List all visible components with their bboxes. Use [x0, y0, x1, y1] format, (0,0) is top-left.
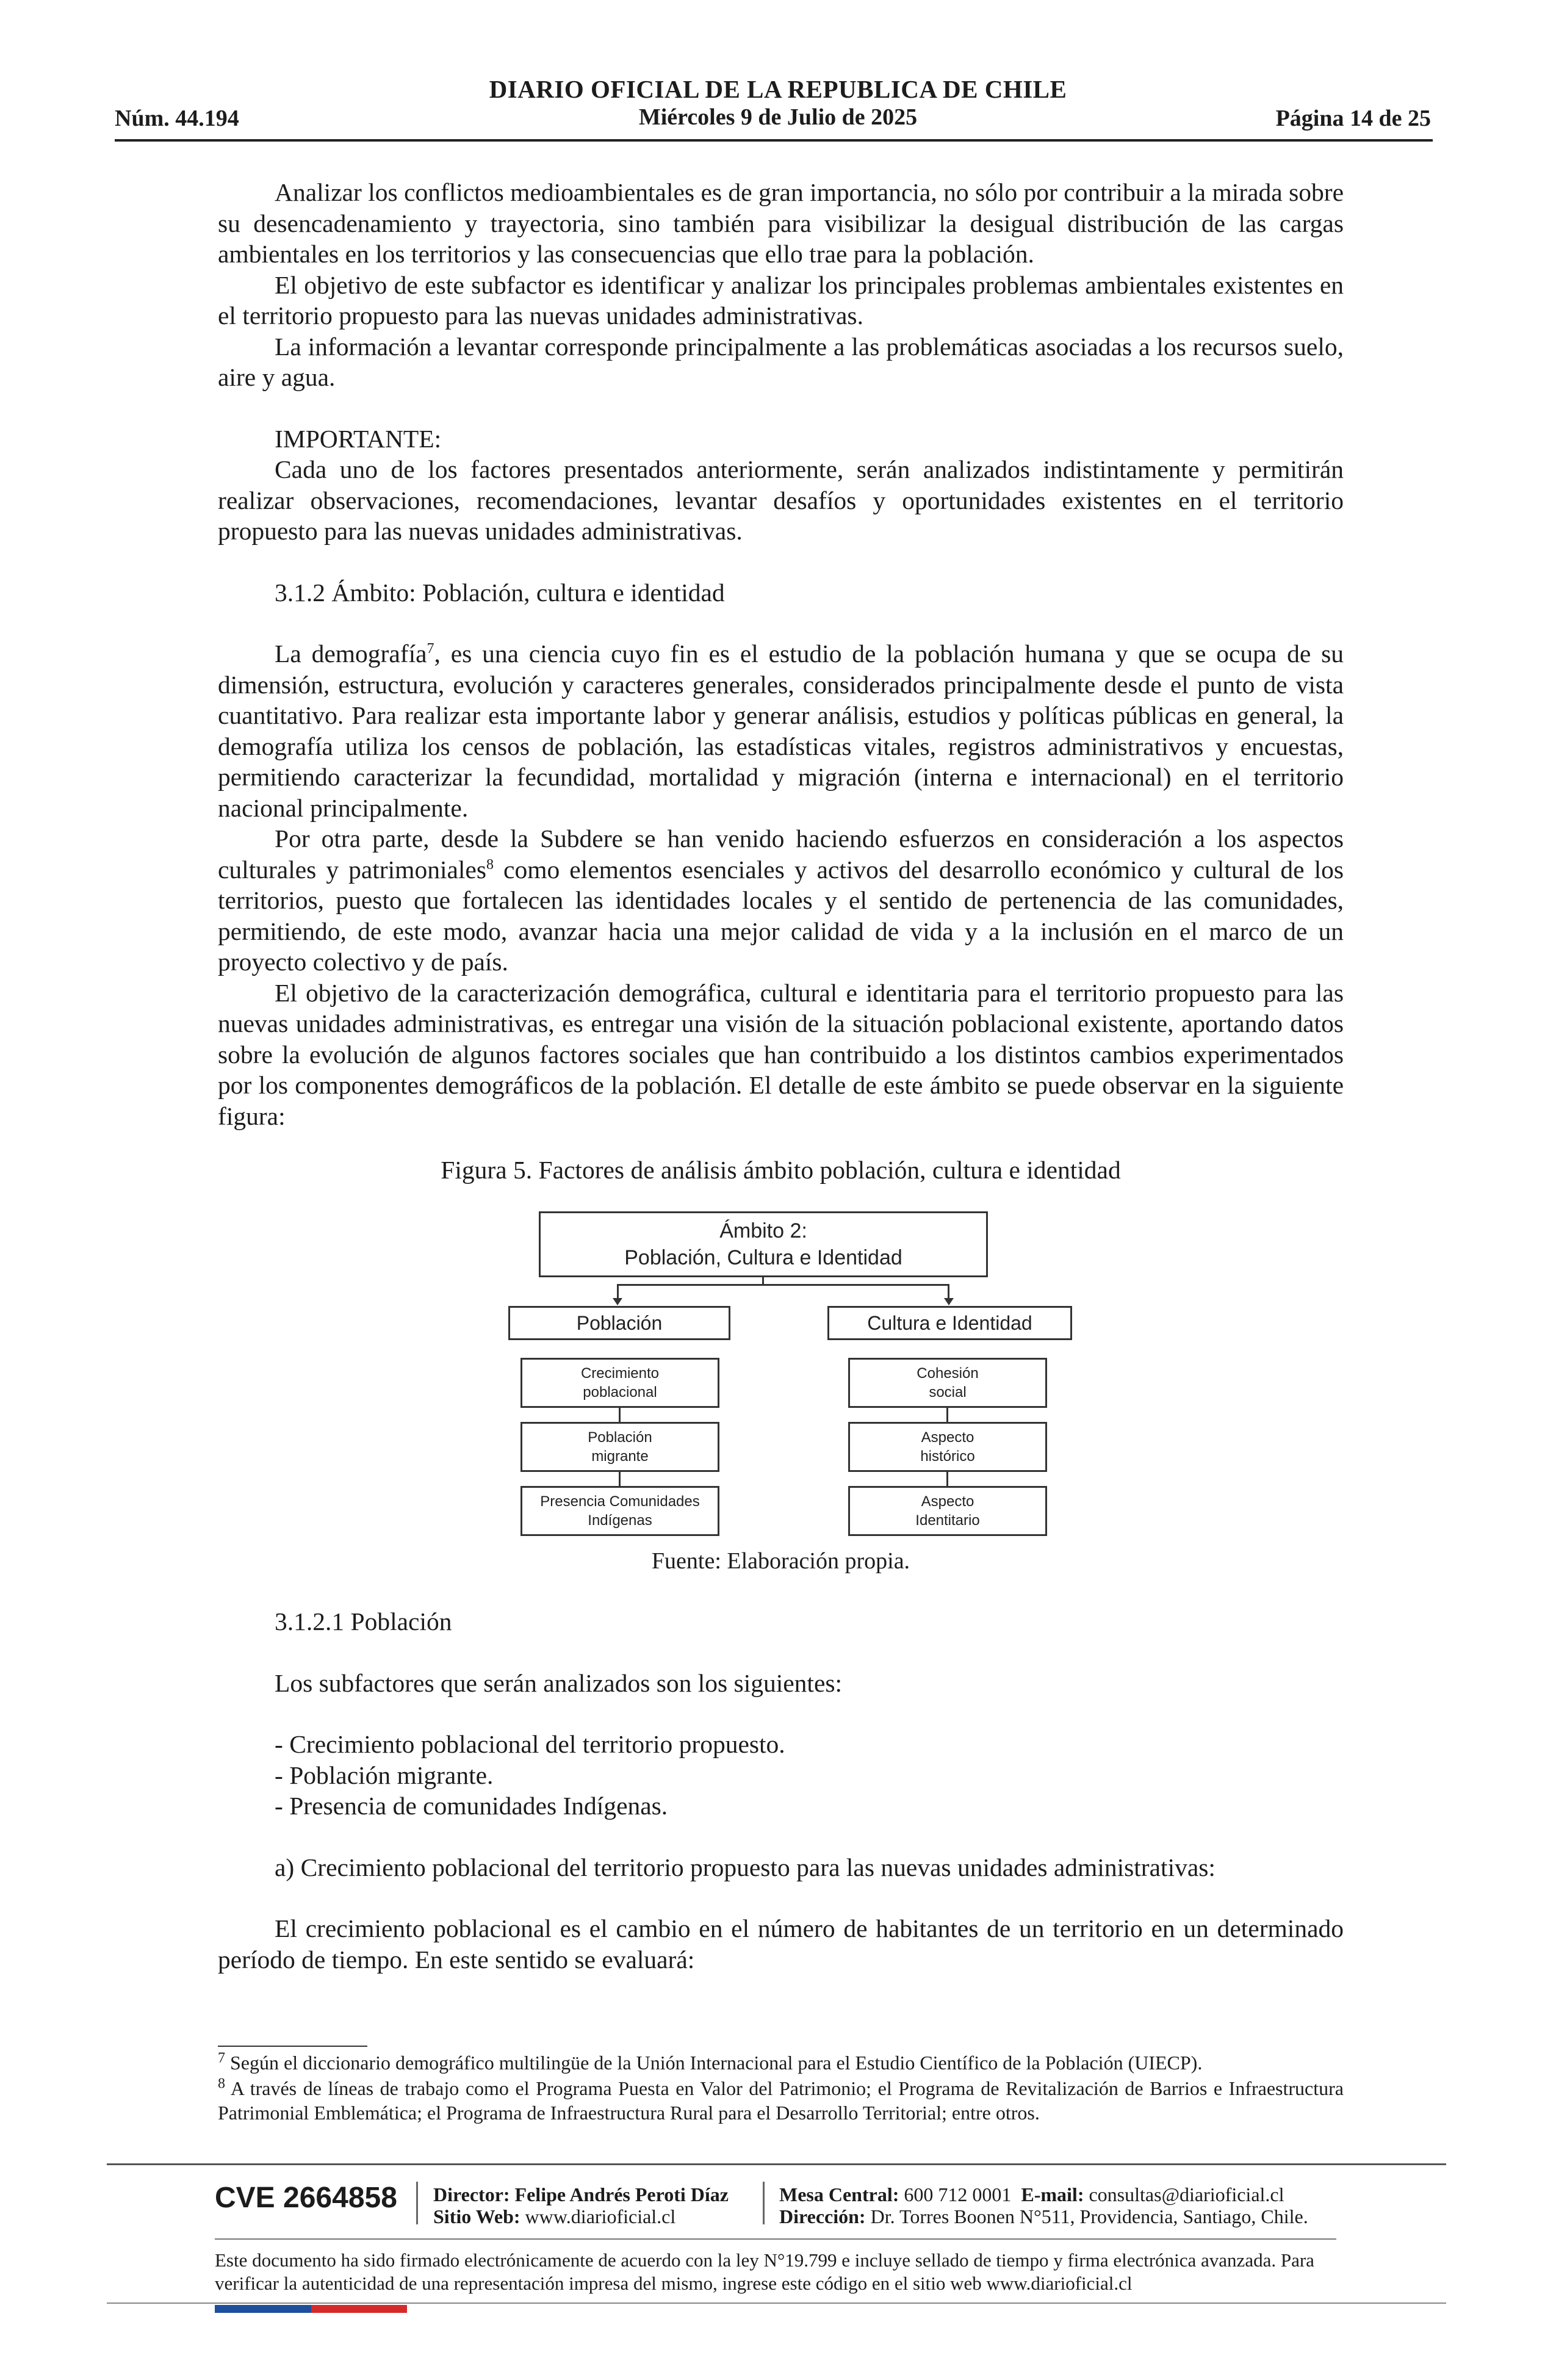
list-item: - Población migrante. [275, 1761, 494, 1789]
right-item-3-line-1: Aspecto [921, 1493, 974, 1510]
paragraph-information: La información a levantar corresponde principalmente a las problemáticas asociadas a los recursos suelo, aire y agua. [218, 332, 1344, 391]
diagram-right-item [848, 1422, 1047, 1472]
right-title: Cultura e Identidad [867, 1311, 1032, 1334]
footer-middle-rule [215, 2238, 1336, 2240]
footer-separator [416, 2182, 418, 2224]
subdere-text-start: Por otra parte, desde la Subdere se han venido haciendo esfuerzos en consideración a los aspectos culturales y patrimoniales [218, 824, 1344, 884]
footnote-7-number: 7 [218, 2050, 225, 2066]
footer-top-rule [107, 2163, 1446, 2165]
connector-left-1-2 [619, 1408, 621, 1422]
paragraph-subdere [218, 823, 1344, 978]
newspaper-title: DIARIO OFICIAL DE LA REPUBLICA DE CHILE [489, 75, 1067, 103]
subdere-text-end: como elementos esenciales y activos del desarrollo económico y cultural de los territorios, puesto que fortalecen las identidades locales y el sentido de pertenencia de las comunidades, permitiendo, de este modo, avanzar hacia una mejor calidad de vida y a la inclusión en el marco de un proyecto colectivo y de país. [218, 855, 1344, 976]
right-item-2-line-1: Aspecto [921, 1429, 974, 1446]
left-item-2-line-2: migrante [591, 1448, 649, 1465]
diagram-root-box [539, 1211, 988, 1277]
connector-left-2-3 [619, 1472, 621, 1486]
address-label: Dirección: [779, 2205, 866, 2227]
left-item-2-line-1: Población [588, 1429, 652, 1446]
phone-value: 600 712 0001 [904, 2183, 1012, 2205]
connector-right-down [948, 1284, 949, 1299]
right-item-1-line-2: social [929, 1384, 967, 1401]
director-label: Director: [433, 2183, 510, 2205]
director-name: Felipe Andrés Peroti Díaz [514, 2183, 729, 2205]
diagram-left-title-box [508, 1306, 730, 1340]
left-item-1-line-2: poblacional [583, 1384, 657, 1401]
footnote-8-number: 8 [218, 2075, 225, 2092]
email-label: E-mail: [1021, 2183, 1084, 2205]
demography-text-start: La demografía [275, 640, 427, 668]
paragraph-characterization: El objetivo de la caracterización demográfica, cultural e identitaria para el territorio propuesto para las nuevas unidades administrativas, es entregar una visión de la situación poblacional existente, aportando datos sobre la evolución de algunos factores sociales que han contribuido a los distintos cambios experimentados por los componentes demográficos de la población. El detalle de este ámbito se puede observar en la siguiente figura: [218, 978, 1344, 1130]
website-link[interactable]: www.diarioficial.cl [525, 2205, 676, 2227]
right-item-1-line-1: Cohesión [917, 1365, 979, 1382]
section-heading-3121: 3.1.2.1 Población [275, 1607, 452, 1635]
left-item-3-line-1: Presencia Comunidades [540, 1493, 700, 1510]
body-text-bottom [218, 1606, 1344, 1975]
right-item-2-line-2: histórico [920, 1448, 975, 1465]
diagram-left-item [520, 1486, 719, 1536]
paragraph-important: Cada uno de los factores presentados anteriormente, serán analizados indistintamente y permitirán realizar observaciones, recomendaciones, levantar desafíos y oportunidades existentes en el territorio propuesto para las nuevas unidades administrativas. [218, 455, 1344, 545]
right-item-3-line-2: Identitario [915, 1512, 980, 1529]
root-line-1: Ámbito 2: [719, 1219, 807, 1242]
footer-separator [763, 2182, 765, 2224]
footnote-7-text: Según el diccionario demográfico multilingüe de la Unión Internacional para el Estudio Científico de la Población (UIECP). [230, 2052, 1203, 2074]
connector-right-1-2 [946, 1408, 948, 1422]
header-divider [115, 139, 1433, 142]
phone-label: Mesa Central: [779, 2183, 899, 2205]
body-text-top [218, 177, 1344, 1131]
list-item: - Crecimiento poblacional del territorio propuesto. [275, 1730, 785, 1758]
signature-notice: Este documento ha sido firmado electrónicamente de acuerdo con la ley N°19.799 e incluye sellado de tiempo y firma electrónica avanzada. Para verificar la autenticidad de una representación impresa del mismo, ingrese este código en el sitio web www.diarioficial.cl [215, 2249, 1314, 2294]
footer-bottom-rule [107, 2302, 1446, 2304]
arrow-left [613, 1298, 622, 1305]
important-label: IMPORTANTE: [275, 424, 442, 453]
issue-date: Miércoles 9 de Julio de 2025 [638, 104, 918, 130]
paragraph-demography [218, 638, 1344, 823]
diagram-left-item [520, 1358, 719, 1408]
cve-code: CVE 2664858 [215, 2182, 397, 2214]
issue-number: Núm. 44.194 [115, 106, 239, 131]
section-heading-312: 3.1.2 Ámbito: Población, cultura e identidad [275, 578, 725, 607]
footnote-8-text: A través de líneas de trabajo como el Programa Puesta en Valor del Patrimonio; el Programa de Revitalización de Barrios e Infraestructura Patrimonial Emblemática; el Programa de Infraestructura Rural para el Desarrollo Territorial; entre otros. [218, 2077, 1344, 2124]
diagram-right-item [848, 1486, 1047, 1536]
diagram-right-item [848, 1358, 1047, 1408]
connector-left-down [617, 1284, 619, 1299]
arrow-right [944, 1298, 954, 1305]
footnote-ref-8: 8 [486, 856, 494, 873]
address-value: Dr. Torres Boonen N°511, Providencia, Santiago, Chile. [870, 2205, 1308, 2227]
connector-right-2-3 [946, 1472, 948, 1486]
diagram-right-title-box [827, 1306, 1072, 1340]
left-item-3-line-2: Indígenas [588, 1512, 652, 1529]
website-label: Sitio Web: [433, 2205, 520, 2227]
demography-text-end: , es una ciencia cuyo fin es el estudio de la población humana y que se ocupa de su dimensión, estructura, evolución y caracteres generales, considerados principalmente desde el punto de vista cuantitativo. Para realizar esta importante labor y generar análisis, estudios y políticas públicas en general, la demografía utiliza los censos de población, las estadísticas vitales, registros administrativos y encuestas, permitiendo caracterizar la fecundidad, mortalidad y migración (interna e internacional) en el territorio nacional principalmente. [218, 640, 1344, 822]
root-line-2: Población, Cultura e Identidad [624, 1246, 902, 1269]
email-link[interactable]: consultas@diarioficial.cl [1089, 2183, 1284, 2205]
left-item-1-line-1: Crecimiento [580, 1365, 660, 1382]
list-item: - Presencia de comunidades Indígenas. [275, 1792, 668, 1820]
figure-caption: Figura 5. Factores de análisis ámbito población, cultura e identidad [441, 1156, 1121, 1184]
diagram-left-item [520, 1422, 719, 1472]
flag-bar-blue [215, 2305, 311, 2313]
flag-bar-red [311, 2305, 407, 2313]
left-title: Población [576, 1311, 663, 1334]
footnote-ref-7: 7 [427, 641, 434, 657]
footnote-rule [218, 2046, 367, 2047]
footnote-8 [218, 2076, 1344, 2125]
footnote-7 [218, 2050, 1344, 2075]
page-indicator: Página 14 de 25 [1275, 106, 1431, 131]
paragraph-objective: El objetivo de este subfactor es identificar y analizar los principales problemas ambientales existentes en el territorio propuesto para las nuevas unidades administrativas. [218, 270, 1344, 330]
subfactors-intro: Los subfactores que serán analizados son los siguientes: [275, 1668, 843, 1697]
footer-contact-block [779, 2183, 1308, 2227]
paragraph-conflicts: Analizar los conflictos medioambientales es de gran importancia, no sólo por contribuir a la mirada sobre su desencadenamiento y trayectoria, sino también para visibilizar la desigual distribución de las cargas ambientales en los territorios y las consecuencias que ello trae para la población. [218, 178, 1344, 268]
connector-horizontal [617, 1284, 949, 1286]
subheading-a: a) Crecimiento poblacional del territorio propuesto para las nuevas unidades administrativas: [275, 1853, 1216, 1881]
footer-director-block [433, 2183, 729, 2227]
figure-source: Fuente: Elaboración propia. [651, 1548, 910, 1574]
paragraph-growth: El crecimiento poblacional es el cambio en el número de habitantes de un territorio en un determinado período de tiempo. En este sentido se evaluará: [218, 1914, 1344, 1974]
